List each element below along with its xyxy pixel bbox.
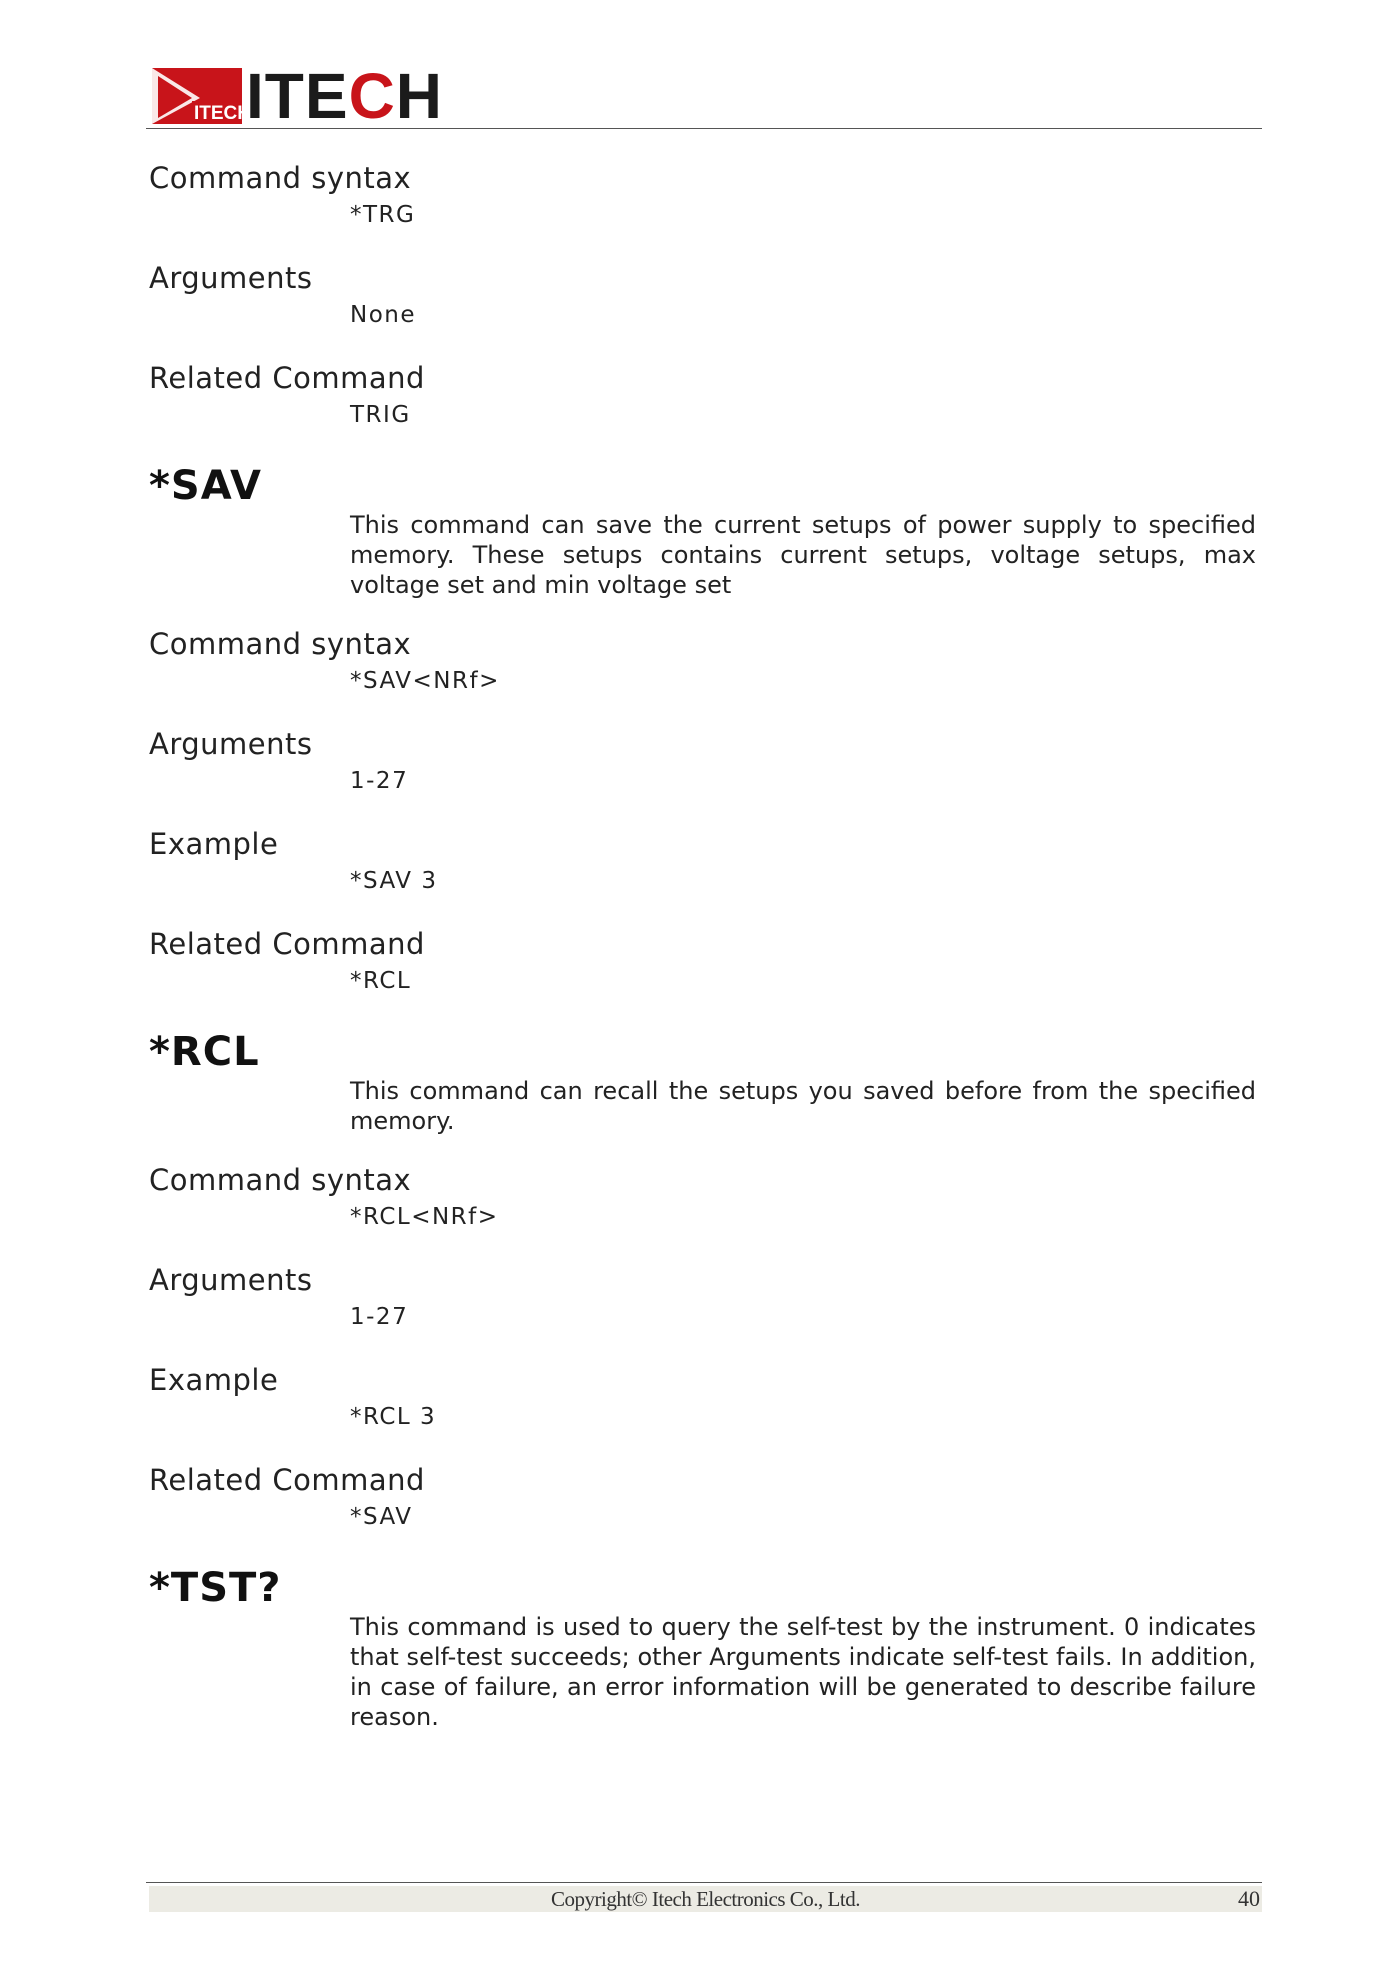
sav-command [149, 464, 1259, 600]
section-value: *TRG [350, 202, 416, 228]
footer-divider [146, 1882, 1262, 1883]
section-label: Command syntax [149, 627, 412, 661]
itech-logo [152, 60, 443, 132]
section-value: None [350, 302, 417, 328]
command-title: *SAV [149, 463, 262, 509]
sav-arguments [149, 726, 1259, 796]
section-value: *RCL [350, 968, 412, 994]
document-body [149, 160, 1259, 1758]
page-number: 40 [1238, 1886, 1260, 1911]
section-value: *RCL 3 [350, 1404, 437, 1430]
trg-syntax [149, 160, 1259, 230]
logo-wordmark: ITECH [246, 60, 443, 132]
section-value: TRIG [350, 402, 411, 428]
sav-example [149, 826, 1259, 896]
section-value: 1-27 [350, 768, 409, 794]
section-label: Command syntax [149, 161, 412, 195]
sav-related [149, 926, 1259, 996]
section-label: Example [149, 827, 279, 861]
rcl-command [149, 1030, 1259, 1136]
section-label: Arguments [149, 1263, 313, 1297]
section-value: 1-27 [350, 1304, 409, 1330]
section-value: *RCL<NRf> [350, 1204, 499, 1230]
copyright-text: Copyright© Itech Electronics Co., Ltd. [551, 1887, 860, 1911]
rcl-example [149, 1362, 1259, 1432]
rcl-syntax [149, 1162, 1259, 1232]
tst-command [149, 1566, 1259, 1732]
section-value: *SAV<NRf> [350, 668, 500, 694]
command-description: This command can recall the setups you saved before from the specified memory. [350, 1077, 1256, 1135]
section-label: Command syntax [149, 1163, 412, 1197]
command-description: This command is used to query the self-test by the instrument. 0 indicates that self-test succeeds; other Arguments indicate self-test fails. In addition, in case of failure, an error information will be generated to describe failure reason. [350, 1613, 1256, 1731]
section-label: Example [149, 1363, 279, 1397]
section-label: Related Command [149, 927, 425, 961]
command-description: This command can save the current setups of power supply to specified memory. These setups contains current setups, voltage setups, max voltage set and min voltage set [350, 511, 1256, 599]
command-title: *RCL [149, 1029, 260, 1075]
section-label: Arguments [149, 261, 313, 295]
section-value: *SAV 3 [350, 868, 438, 894]
rcl-related [149, 1462, 1259, 1532]
page-footer [149, 1886, 1262, 1912]
command-title: *TST? [149, 1565, 282, 1611]
section-label: Arguments [149, 727, 313, 761]
rcl-arguments [149, 1262, 1259, 1332]
sav-syntax [149, 626, 1259, 696]
trg-arguments [149, 260, 1259, 330]
section-label: Related Command [149, 1463, 425, 1497]
page-header [146, 60, 1262, 132]
section-value: *SAV [350, 1504, 413, 1530]
trg-related [149, 360, 1259, 430]
itech-logo-mark [152, 68, 251, 124]
section-label: Related Command [149, 361, 425, 395]
svg-text:ITECH: ITECH [194, 103, 251, 124]
